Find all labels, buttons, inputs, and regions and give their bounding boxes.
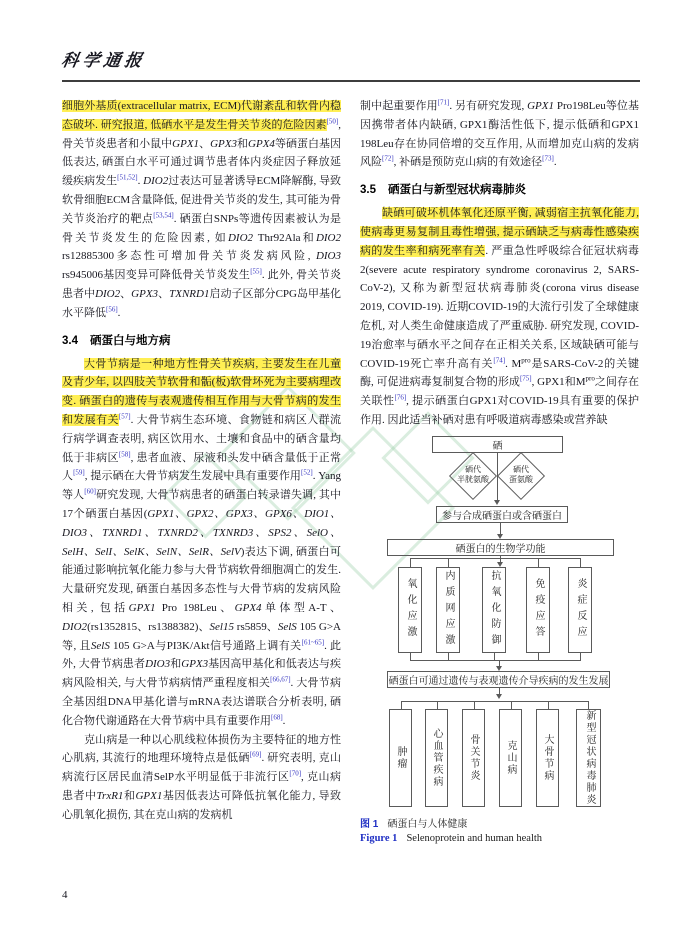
connector-line bbox=[401, 701, 589, 702]
section-number: 3.5 bbox=[360, 184, 376, 197]
connector-line bbox=[410, 558, 581, 559]
connector-line bbox=[437, 701, 438, 709]
node-disease-tumor: 肿瘤 bbox=[389, 709, 412, 807]
connector-line bbox=[448, 652, 449, 660]
left-column bbox=[62, 97, 341, 824]
figure-caption-en: Figure 1 Selenoprotein and human health bbox=[360, 832, 543, 844]
section-heading-3-5 bbox=[360, 181, 639, 197]
connector-line bbox=[588, 701, 589, 709]
connector-line bbox=[410, 558, 411, 567]
section-number: 3.4 bbox=[62, 334, 78, 347]
paragraph-covid: 缺硒可破坏机体氧化还原平衡, 减弱宿主抗氧化能力, 使病毒更易复制且毒性增强, 提示硒缺乏与病毒性感染疾病的发生率和病死率有关. 严重急性呼吸综合征冠状病毒2(severe acute respiratory syndrome coronavirus 2, SARS-CoV-2), 又称为新型冠状病毒肺炎(corona virus disease 2019, COVID-19). 近期COVID-19的大流行引发了全球健康危机, 对人类生命健康造成了严重威胁. 研究发现, COVID-19治愈率与硒水平之间存在正相关关系, 区域缺硒可能与COVID-19死亡率升高有关[74]. $M^{pro}$是SARS-CoV-2的关键酶, 可促进病毒复制复合物的形成[75], GPX1和$M^{pro}$之间存在关联性[76], 提示硒蛋白GPX1对COVID-19具有重要的保护作用. 因此适当补硒对患有呼吸道病毒感染或营养缺 bbox=[360, 207, 640, 426]
connector-line bbox=[410, 652, 411, 660]
node-synthesis: 参与合成硒蛋白或含硒蛋白 bbox=[436, 506, 568, 523]
journal-logo: 科学通报 bbox=[59, 51, 148, 71]
right-column bbox=[360, 97, 639, 846]
connector-line bbox=[474, 701, 475, 709]
node-selenium: 硒 bbox=[432, 436, 563, 453]
header-rule bbox=[62, 80, 640, 82]
node-disease-covid: 新型冠状病毒肺炎 bbox=[576, 709, 601, 807]
arrow-down-icon bbox=[496, 694, 502, 699]
connector-line bbox=[448, 558, 449, 567]
node-mediation: 硒蛋白可通过遗传与表观遗传介导疾病的发生发展 bbox=[387, 671, 610, 688]
connector-line bbox=[580, 652, 581, 660]
node-function-er-stress: 内质网应激 bbox=[436, 567, 460, 653]
node-biological-functions: 硒蛋白的生物学功能 bbox=[387, 539, 614, 556]
figure-caption-zh-label: 图 1 bbox=[360, 818, 379, 830]
connector-line bbox=[538, 558, 539, 567]
node-disease-cardiovascular: 心血管疾病 bbox=[425, 709, 448, 807]
connector-line bbox=[538, 652, 539, 660]
paragraph-kashin-beck: 大骨节病是一种地方性骨关节疾病, 主要发生在儿童及青少年, 以四肢关节软骨和骺(板)软骨坏死为主要病理改变. 硒蛋白的遗传与表观遗传相互作用与大骨节病的发生和发展有关[57]. 大骨节病生态环境、食物链和病区人群流行病学调查表明, 病区饮用水、土壤和食品中的硒含量均低于非病区[58], 患者血液、尿液和头发中硒含量低于正常人[59], 提示硒在大骨节病发生发展中具有重要作用[52]. Yang等人[60]研究发现, 大骨节病患者的硒蛋白转录谱失调, 其中17个硒蛋白基因(GPX1、GPX2、GPX3、GPX6、DIO1、DIO3、TXNRD1、TXNRD2、TXNRD3、SPS2、SelO、SelH、SelI、SelK、SelN、SelR、SelV)表达下调, 硒蛋白可能通过影响抗氧化能力参与大骨节病软骨细胞凋亡的发生. 大量研究发现, 硒蛋白基因多态性与大骨节病的发病风险相关, 包括GPX1 Pro 198Leu、GPX4单体型A-T、DIO2(rs1352815、rs1388382)、Sel15 rs5859、SelS 105 G>A等, 且SelS 105 G>A与PI3K/Akt信号通路上调有关[61~65]. 此外, 大骨节病患者DIO3和GPX3基因高甲基化和低表达与疾病风险相关, 与大骨节病病情严重程度相关[66,67]. 大骨节病全基因组DNA甲基化谱与mRNA表达谱联合分析表明, 硒化合物代谢通路在大骨节病中具有重要作用[68]. bbox=[62, 357, 342, 727]
page-number: 4 bbox=[62, 889, 68, 901]
node-function-inflammation: 炎症反应 bbox=[568, 567, 592, 653]
diamond-selenocysteine-label: 硒代 半胱氨酸 bbox=[457, 464, 489, 484]
connector-line bbox=[511, 701, 512, 709]
paragraph-osteoarthritis: 细胞外基质(extracellular matrix, ECM)代谢紊乱和软骨内稳态破坏. 研究报道, 低硒水平是发生骨关节炎的危险因素[50], 骨关节炎患者和小鼠中GPX1、GPX3和GPX4等硒蛋白基因低表达, 硒蛋白水平可通过调节患者体内炎症因子释放延缓疾病发生[51,52]. DIO2过表达可显著诱导ECM降解酶, 导致软骨细胞ECM含量降低, 促进骨关节炎的发生, 其可能为骨关节炎治疗的靶点[53,54]. 硒蛋白SNPs等遗传因素被认为是骨关节炎发生的危险因素, 如DIO2 Thr92Ala和DIO2 rs12885300多态性可增加骨关节炎发病风险, DIO3 rs945006基因变异可降低骨关节炎发生[55]. 此外, 骨关节炎患者中DIO2、GPX3、TXNRD1启动子区部分CPG岛甲基化水平降低[56]. bbox=[62, 100, 342, 319]
section-title: 硒蛋白与地方病 bbox=[90, 334, 171, 347]
section-heading-3-4 bbox=[62, 332, 341, 348]
paragraph-keshan: 克山病是一种以心肌线粒体损伤为主要特征的地方性心肌病, 其流行的地理环境特点是低硒[69]. 研究表明, 克山病流行区居民血清SelP水平明显低于非流行区[70], 克山病患者中TrxR1和GPX1基因低表达可降低抗氧化能力, 导致心肌氧化损伤, 其在克山病的发病机 bbox=[62, 733, 342, 821]
connector-line bbox=[548, 701, 549, 709]
connector-line bbox=[401, 701, 402, 709]
node-disease-kashin-beck: 大骨节病 bbox=[536, 709, 559, 807]
connector-line bbox=[580, 558, 581, 567]
figure-caption-zh: 图 1 硒蛋白与人体健康 bbox=[360, 818, 468, 830]
arrow-down-icon bbox=[494, 500, 500, 505]
paragraph-keshan-continued: 制中起重要作用[71]. 另有研究发现, GPX1 Pro198Leu等位基因携带者体内缺硒, GPX1酶活性低下, 提示低硒和GPX1 198Leu存在协同倍增的交互作用, 从而增加克山病的发病风险[72], 补硒是预防克山病的有效途径[73]. bbox=[360, 98, 640, 169]
figure-1-flowchart bbox=[360, 434, 640, 809]
figure-caption bbox=[360, 818, 639, 846]
figure-caption-en-label: Figure 1 bbox=[360, 832, 398, 844]
node-function-immune-response: 免疫应答 bbox=[526, 567, 550, 653]
node-disease-keshan: 克山病 bbox=[499, 709, 522, 807]
node-disease-osteoarthritis: 骨关节炎 bbox=[462, 709, 485, 807]
connector-line bbox=[494, 652, 495, 660]
node-function-antioxidant-defense: 抗氧化防御 bbox=[482, 567, 506, 653]
node-function-oxidative-stress: 氧化应激 bbox=[398, 567, 422, 653]
section-title: 硒蛋白与新型冠状病毒肺炎 bbox=[388, 184, 526, 197]
connector-line bbox=[410, 660, 581, 661]
diamond-selenomethionine-label: 硒代 蛋氨酸 bbox=[509, 464, 533, 484]
